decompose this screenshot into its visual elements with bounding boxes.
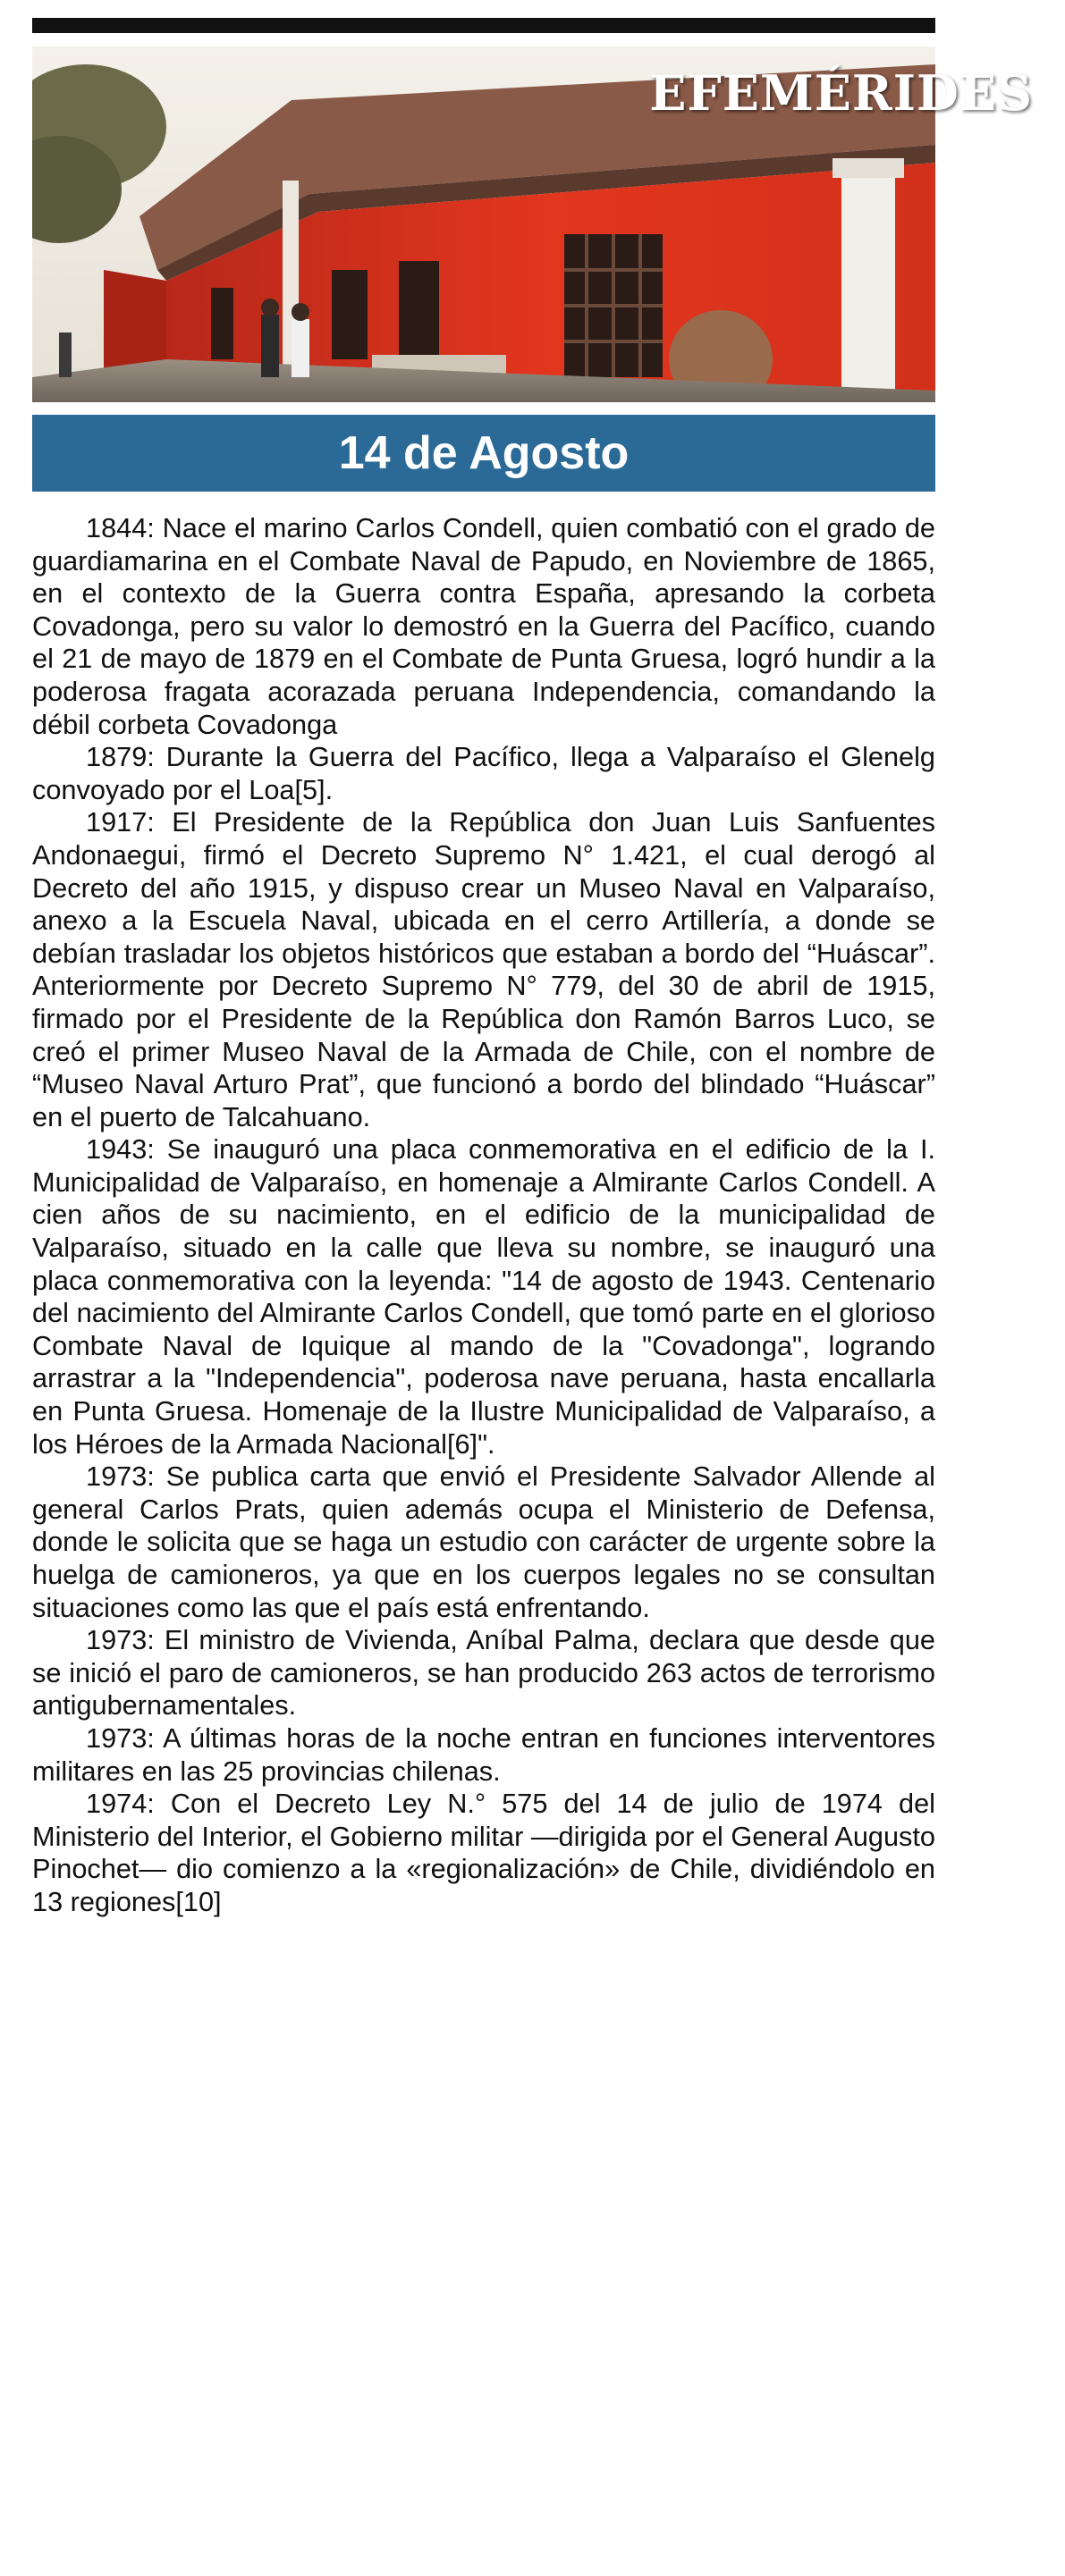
- paragraph-1943: 1943: Se inauguró una placa conmemorativa en el edificio de la I. Municipalidad de Valparaíso, en homenaje a Almirante Carlos Condell. A cien años de su nacimiento, en el edificio de la municipalidad de Valparaíso, situado en la calle que lleva su nombre, se inauguró una placa conmemorativa con la leyenda: "14 de agosto de 1943. Centenario del nacimiento del Almirante Carlos Condell, que tomó parte en el glorioso Combate Naval de Iquique al mando de la "Covadonga", logrando arrastrar a la "Independencia", poderosa nave peruana, hasta encallarla en Punta Gruesa. Homenaje de la Ilustre Municipalidad de Valparaíso, a los Héroes de la Armada Nacional[6]".: [32, 1133, 935, 1460]
- date-banner-text: 14 de Agosto: [338, 427, 630, 479]
- date-banner: [32, 415, 935, 492]
- section-title: EFEMÉRIDES: [649, 64, 1033, 122]
- paragraph-1973-carta: 1973: Se publica carta que envió el Presidente Salvador Allende al general Carlos Prats, quien además ocupa el Ministerio de Defensa, donde le solicita que se haga un estudio con carácter de urgente sobre la huelga de camioneros, ya que en los cuerpos legales no se consultan situaciones como las que el país está enfrentando.: [32, 1461, 935, 1623]
- paragraph-1973-palma: 1973: El ministro de Vivienda, Aníbal Palma, declara que desde que se inició el paro de camioneros, se han producido 263 actos de terrorismo antigubernamentales.: [32, 1624, 935, 1722]
- paragraph-1879: 1879: Durante la Guerra del Pacífico, llega a Valparaíso el Glenelg convoyado por el Loa[5].: [32, 741, 935, 805]
- top-rule: [32, 18, 935, 33]
- paragraph-1844: 1844: Nace el marino Carlos Condell, quien combatió con el grado de guardiamarina en el Combate Naval de Papudo, en Noviembre de 1865, en el contexto de la Guerra contra España, apresando la corbeta Covadonga, pero su valor lo demostró en la Guerra del Pacífico, cuando el 21 de mayo de 1879 en el Combate de Punta Gruesa, logró hundir a la poderosa fragata acorazada peruana Independencia, comandando la débil corbeta Covadonga: [32, 512, 935, 740]
- paragraph-1974: 1974: Con el Decreto Ley N.° 575 del 14 de julio de 1974 del Ministerio del Interior, el Gobierno militar —dirigida por el General Augusto Pinochet— dio comienzo a la «regionalización» de Chile, dividiéndolo en 13 regiones[10]: [32, 1788, 935, 1917]
- paragraph-1917: 1917: El Presidente de la República don Juan Luis Sanfuentes Andonaegui, firmó el Decreto Supremo N° 1.421, el cual derogó al Decreto del año 1915, y dispuso crear un Museo Naval en Valparaíso, anexo a la Escuela Naval, ubicada en el cerro Artillería, a donde se debían trasladar los objetos históricos que estaban a bordo del “Huáscar”. Anteriormente por Decreto Supremo N° 779, del 30 de abril de 1915, firmado por el Presidente de la República don Ramón Barros Luco, se creó el primer Museo Naval de la Armada de Chile, con el nombre de “Museo Naval Arturo Prat”, que funcionó a bordo del blindado “Huáscar” en el puerto de Talcahuano.: [32, 806, 935, 1132]
- paragraph-1973-interventores: 1973: A últimas horas de la noche entran en funciones interventores militares en las 25 provincias chilenas.: [32, 1722, 935, 1787]
- article-body: [32, 512, 935, 1919]
